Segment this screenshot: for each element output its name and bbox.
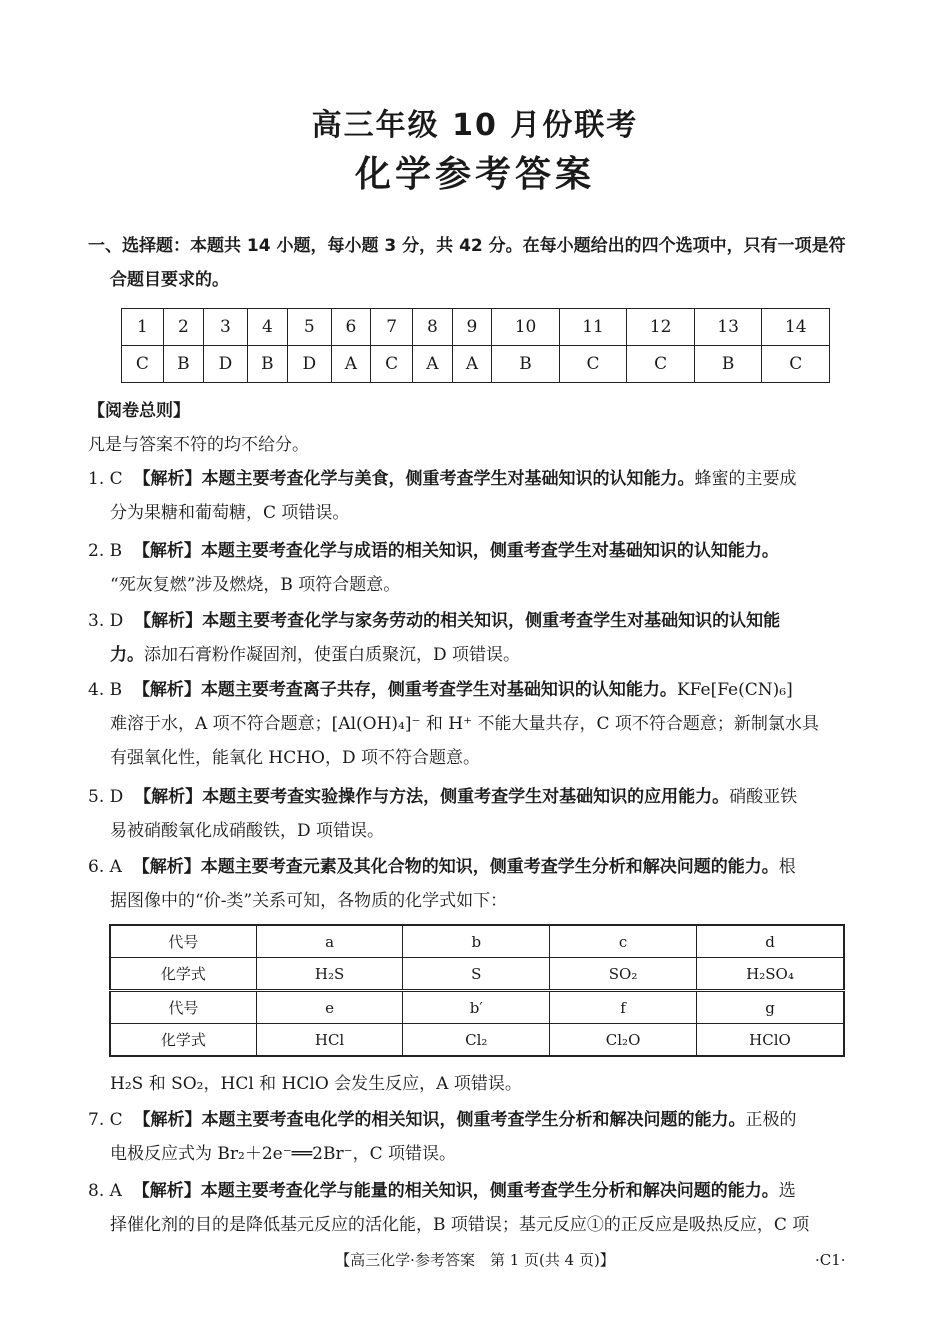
formula-cell: S (403, 958, 550, 991)
q2-bold: 本题主要考查化学与成语的相关知识，侧重考查学生对基础知识的认知能力。 (200, 541, 779, 561)
explanation-q7 (88, 1103, 863, 1171)
q7-text1: 正极的 (745, 1110, 797, 1130)
answer-value-cell: D (204, 346, 248, 383)
formula-cell: Cl₂O (550, 1024, 697, 1057)
formula-row-label: 化学式 (110, 1024, 256, 1057)
q3-bold2: 力。 (110, 645, 144, 665)
q3-text2: 添加石膏粉作凝固剂，使蛋白质聚沉，D 项错误。 (144, 645, 521, 665)
page-subtitle: 化学参考答案 (354, 154, 595, 195)
q8-text2: 择催化剂的目的是降低基元反应的活化能，B 项错误；基元反应①的正反应是吸热反应，C 项 (110, 1215, 810, 1235)
formula-row-label: 代号 (110, 991, 256, 1024)
explanation-q8 (88, 1174, 863, 1242)
q3-bold: 本题主要考查化学与家务劳动的相关知识，侧重考查学生对基础知识的认知能 (202, 611, 781, 631)
answer-number-cell: 5 (287, 309, 331, 346)
q8-tag: 【解析】 (132, 1181, 201, 1201)
q7-number: 7. C (88, 1110, 123, 1130)
formula-cell: HCl (256, 1024, 403, 1057)
answer-value-cell: C (371, 346, 413, 383)
answer-value-cell: C (627, 346, 695, 383)
q4-text2: 难溶于水，A 项不符合题意；[Al(OH)₄]⁻ 和 H⁺ 不能大量共存，C 项不符合题意；新制氯水具 (110, 714, 819, 734)
answer-number-cell: 7 (371, 309, 413, 346)
q4-bold: 本题主要考查离子共存，侧重考查学生对基础知识的认知能力。 (200, 680, 677, 700)
answer-value-cell: C (122, 346, 164, 383)
formula-cell: b (403, 925, 550, 958)
explanation-q6 (88, 850, 863, 918)
answer-number-cell: 1 (122, 309, 164, 346)
answer-value-cell: C (559, 346, 627, 383)
q6-text1: 根 (778, 857, 796, 877)
formula-cell: SO₂ (550, 958, 697, 991)
formula-cell: HClO (697, 1024, 845, 1057)
formula-table-row (110, 925, 844, 958)
q5-text1: 硝酸亚铁 (729, 787, 798, 807)
q1-text2: 分为果糖和葡萄糖，C 项错误。 (110, 503, 350, 523)
explanation-q4 (88, 673, 863, 775)
answer-table-answers-row (122, 346, 830, 383)
formula-table (109, 924, 845, 1057)
answer-number-cell: 2 (163, 309, 203, 346)
formula-row-label: 代号 (110, 925, 256, 958)
formula-cell: H₂SO₄ (697, 958, 845, 991)
q5-number: 5. D (88, 787, 124, 807)
q1-bold: 本题主要考查化学与美食，侧重考查学生对基础知识的认知能力。 (201, 469, 695, 489)
formula-row-label: 化学式 (110, 958, 256, 991)
q6-text2: 据图像中的“价-类”关系可知，各物质的化学式如下： (110, 891, 508, 911)
q3-tag: 【解析】 (134, 611, 203, 631)
explanation-q1 (88, 462, 863, 530)
q7-text2: 电极反应式为 Br₂＋2e⁻══2Br⁻，C 项错误。 (110, 1144, 456, 1164)
explanation-q3 (88, 604, 863, 672)
q4-tag: 【解析】 (132, 680, 201, 700)
q1-number: 1. C (88, 469, 123, 489)
answer-table-numbers-row (122, 309, 830, 346)
q5-bold: 本题主要考查实验操作与方法，侧重考查学生对基础知识的应用能力。 (202, 787, 730, 807)
formula-cell: b′ (403, 991, 550, 1024)
q5-tag: 【解析】 (134, 787, 203, 807)
answer-number-cell: 12 (627, 309, 695, 346)
section-intro-line1: 一、选择题：本题共 14 小题，每小题 3 分，共 42 分。在每小题给出的四个选项中，只有一项是符 (88, 236, 846, 256)
page-footer: 【高三化学·参考答案 第 1 页(共 4 页)】 (335, 1251, 615, 1269)
answer-value-cell: A (413, 346, 453, 383)
grading-heading: 【阅卷总则】 (88, 401, 190, 421)
q1-text1: 蜂蜜的主要成 (694, 469, 797, 489)
answer-number-cell: 14 (762, 309, 830, 346)
answer-number-cell: 13 (694, 309, 762, 346)
q6-bold: 本题主要考查元素及其化合物的知识，侧重考查学生分析和解决问题的能力。 (200, 857, 779, 877)
answer-number-cell: 6 (331, 309, 371, 346)
q3-number: 3. D (88, 611, 124, 631)
q1-tag: 【解析】 (133, 469, 202, 489)
formula-table-row (110, 1024, 844, 1057)
answer-value-cell: A (452, 346, 492, 383)
q7-bold: 本题主要考查电化学的相关知识，侧重考查学生分析和解决问题的能力。 (201, 1110, 746, 1130)
answer-number-cell: 8 (413, 309, 453, 346)
q4-text3: 有强氧化性，能氧化 HCHO，D 项不符合题意。 (110, 748, 481, 768)
answer-value-cell: A (331, 346, 371, 383)
q4-text1: KFe[Fe(CN)₆] (676, 680, 793, 700)
q6-number: 6. A (88, 857, 122, 877)
formula-cell: H₂S (256, 958, 403, 991)
q2-number: 2. B (88, 541, 123, 561)
grading-rules (88, 394, 863, 462)
q4-number: 4. B (88, 680, 123, 700)
q8-text1: 选 (778, 1181, 796, 1201)
page-title: 高三年级 10 月份联考 (311, 108, 639, 143)
q2-tag: 【解析】 (132, 541, 201, 561)
answer-table (121, 308, 830, 383)
section-intro-line2: 合题目要求的。 (110, 270, 229, 290)
formula-table-row (110, 958, 844, 991)
answer-number-cell: 9 (452, 309, 492, 346)
formula-cell: d (697, 925, 845, 958)
answer-value-cell: B (492, 346, 560, 383)
q8-bold: 本题主要考查化学与能量的相关知识，侧重考查学生分析和解决问题的能力。 (200, 1181, 779, 1201)
answer-number-cell: 3 (204, 309, 248, 346)
formula-cell: f (550, 991, 697, 1024)
formula-cell: e (256, 991, 403, 1024)
answer-value-cell: B (247, 346, 287, 383)
formula-table-row (110, 991, 844, 1024)
q6-after (88, 1067, 863, 1101)
answer-number-cell: 11 (559, 309, 627, 346)
formula-cell: Cl₂ (403, 1024, 550, 1057)
q6-after-text: H₂S 和 SO₂，HCl 和 HClO 会发生反应，A 项错误。 (110, 1074, 522, 1094)
q7-tag: 【解析】 (133, 1110, 202, 1130)
formula-cell: c (550, 925, 697, 958)
q8-number: 8. A (88, 1181, 122, 1201)
section-intro (88, 229, 868, 297)
page-code: ·C1· (815, 1251, 846, 1269)
q6-tag: 【解析】 (132, 857, 201, 877)
formula-cell: a (256, 925, 403, 958)
q5-text2: 易被硝酸氧化成硝酸铁，D 项错误。 (110, 821, 385, 841)
formula-cell: g (697, 991, 845, 1024)
explanation-q2 (88, 534, 863, 602)
answer-value-cell: C (762, 346, 830, 383)
answer-number-cell: 4 (247, 309, 287, 346)
grading-rule: 凡是与答案不符的均不给分。 (88, 435, 309, 455)
answer-value-cell: D (287, 346, 331, 383)
explanation-q5 (88, 780, 863, 848)
answer-value-cell: B (163, 346, 203, 383)
answer-number-cell: 10 (492, 309, 560, 346)
answer-value-cell: B (694, 346, 762, 383)
q2-text2: “死灰复燃”涉及燃烧，B 项符合题意。 (110, 575, 401, 595)
